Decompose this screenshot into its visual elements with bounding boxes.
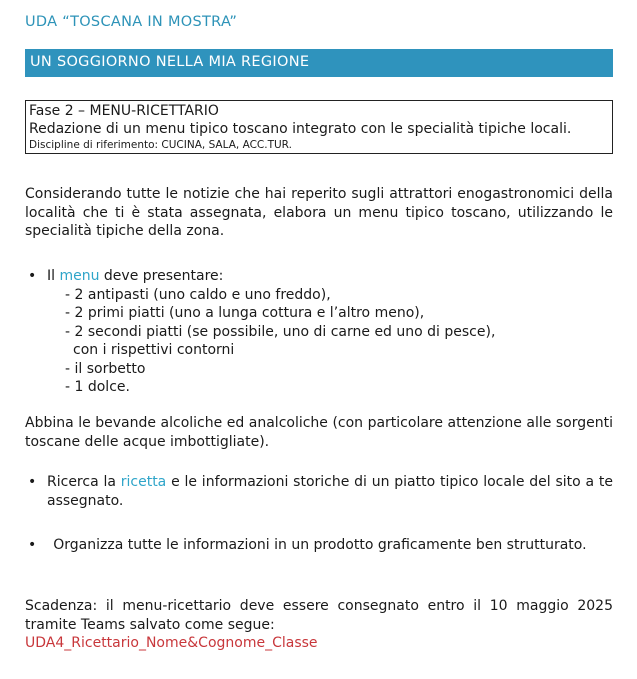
filename-format: UDA4_Ricettario_Nome&Cognome_Classe [25, 635, 318, 651]
intro-paragraph: Considerando tutte le notizie che hai reperito sugli attrattori enogastronomici della località che ti è stata assegnata, elabora un menu tipico toscano, utilizzando le specialità tipiche della zona. [25, 186, 613, 239]
ricerca-bullet [25, 473, 613, 510]
ricetta-keyword: ricetta [120, 474, 167, 490]
menu-keyword: menu [59, 268, 100, 284]
uda-title: UDA “TOSCANA IN MOSTRA” [25, 14, 238, 30]
menu-item-antipasti: - 2 antipasti (uno caldo e uno freddo), [65, 286, 331, 303]
menu-bullet [25, 267, 613, 286]
phase-title: Fase 2 – MENU-RICETTARIO [29, 103, 219, 119]
menu-item-primi: - 2 primi piatti (uno a lunga cottura e l’altro meno), [65, 305, 425, 321]
bullet-icon: • [28, 268, 37, 284]
menu-item-dolce: - 1 dolce. [65, 379, 130, 395]
phase-box [25, 100, 613, 154]
ricerca-line [25, 473, 613, 510]
menu-bullet-post: deve presentare: [99, 268, 224, 284]
phase-description: Redazione di un menu tipico toscano integrato con le specialità tipiche locali. [29, 121, 572, 137]
beverages-paragraph: Abbina le bevande alcoliche ed analcoliche (con particolare attenzione alle sorgenti toscane delle acque imbottigliate). [25, 415, 613, 450]
menu-item-contorni: con i rispettivi contorni [73, 342, 235, 358]
organizza-text: Organizza tutte le informazioni in un prodotto graficamente ben strutturato. [53, 537, 587, 553]
bullet-icon: • [28, 537, 37, 553]
section-banner: UN SOGGIORNO NELLA MIA REGIONE [25, 49, 613, 77]
bullet-icon: • [28, 474, 37, 490]
scadenza-paragraph [25, 597, 613, 653]
ricerca-pre: Ricerca la [47, 474, 121, 490]
menu-item-secondi: - 2 secondi piatti (se possibile, uno di carne ed uno di pesce), [65, 323, 496, 340]
menu-requirements [25, 267, 613, 397]
phase-disciplines: Discipline di riferimento: CUCINA, SALA, ACC.TUR. [29, 139, 292, 151]
menu-item-sorbetto: - il sorbetto [65, 360, 146, 377]
menu-bullet-pre: Il [47, 268, 60, 284]
organizza-bullet [25, 536, 613, 555]
ricerca-post: e le informazioni storiche di un piatto tipico locale del sito a te assegnato. [47, 474, 613, 509]
scadenza-text: Scadenza: il menu-ricettario deve essere consegnato entro il 10 maggio 2025 tramite Teams salvato come segue: [25, 598, 613, 633]
